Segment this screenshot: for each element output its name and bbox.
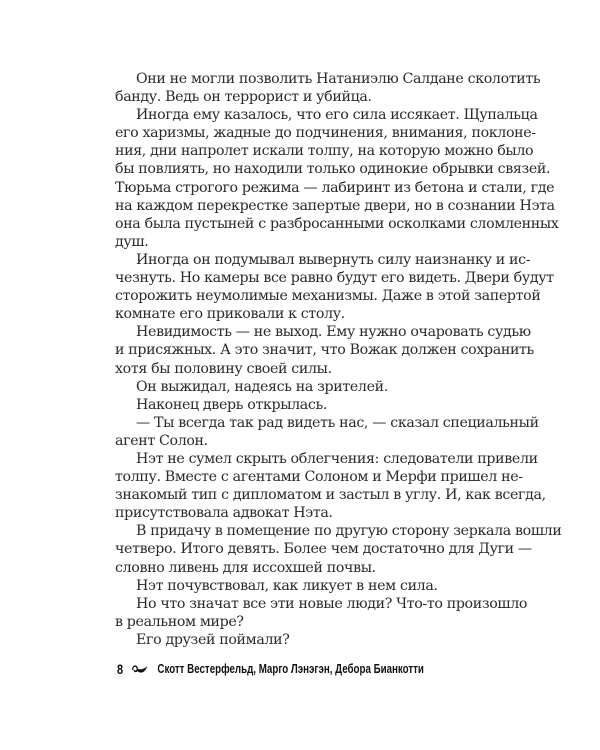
text-line: Нэт почувствовал, как ликует в нем сила. <box>136 577 438 594</box>
text-line: Наконец дверь открылась. <box>136 396 328 413</box>
text-line: комнате его приковали к столу. <box>115 306 345 323</box>
swirl-ornament-icon <box>131 663 148 675</box>
text-line: на каждом перекрестке запертые двери, но в сознании Нэта <box>115 197 555 214</box>
text-line: Он выжидал, надеясь на зрителей. <box>136 378 388 395</box>
running-head-authors: Скотт Вестерфельд, Марго Лэнэгэн, Дебора Бианкотти <box>157 662 424 676</box>
text-line: — Ты всегда так рад видеть нас, — сказал специальный <box>136 414 539 431</box>
page-number: 8 <box>117 661 124 677</box>
text-line: хотя бы половину своей силы. <box>115 360 332 377</box>
text-line: присутствовала адвокат Нэта. <box>115 505 333 522</box>
text-line: банду. Ведь он террорист и убийца. <box>115 89 372 106</box>
text-line: душ. <box>115 233 149 250</box>
text-line: чезнуть. Но камеры все равно будут его видеть. Двери будут <box>115 270 554 287</box>
text-line: В придачу в помещение по другую сторону зеркала вошли <box>136 523 562 540</box>
text-line: Тюрьма строгого режима — лабиринт из бетона и стали, где <box>115 179 555 196</box>
text-line: Нэт не сумел скрыть облегчения: следователи привели <box>136 450 538 467</box>
body-text <box>115 70 562 649</box>
text-line: Иногда он подумывал вывернуть силу наизнанку и ис- <box>136 251 531 268</box>
page-footer <box>117 661 424 677</box>
text-line: Невидимость — не выход. Ему нужно очаровать судью <box>136 324 531 341</box>
text-line: Они не могли позволить Натаниэлю Салдане сколотить <box>136 71 541 87</box>
text-line: толпу. Вместе с агентами Солоном и Мерфи пришел не- <box>115 469 523 486</box>
text-line: четверо. Итого девять. Более чем достаточно для Дуги — <box>115 541 532 558</box>
text-line: в реальном мире? <box>115 613 244 630</box>
text-line: словно ливень для иссохшей почвы. <box>115 559 376 576</box>
text-line: его харизмы, жадные до подчинения, внимания, поклоне- <box>115 125 536 142</box>
text-line: Его друзей поймали? <box>136 631 290 648</box>
text-line: ния, дни напролет искали толпу, на которую можно было <box>115 143 534 160</box>
text-line: бы повлиять, но находили только одинокие обрывки связей. <box>115 161 551 178</box>
text-line: знакомый тип с дипломатом и застыл в углу. И, как всегда, <box>115 487 546 504</box>
text-line: Иногда ему казалось, что его сила иссякает. Щупальца <box>136 107 538 124</box>
text-line: она была пустыней с разбросанными осколками сломленных <box>115 215 559 232</box>
text-line: и присяжных. А это значит, что Вожак должен сохранить <box>115 342 534 359</box>
text-line: агент Солон. <box>115 432 208 449</box>
text-line: Но что значат все эти новые люди? Что-то произошло <box>136 595 528 612</box>
text-line: сторожить неумолимые механизмы. Даже в этой запертой <box>115 288 541 305</box>
